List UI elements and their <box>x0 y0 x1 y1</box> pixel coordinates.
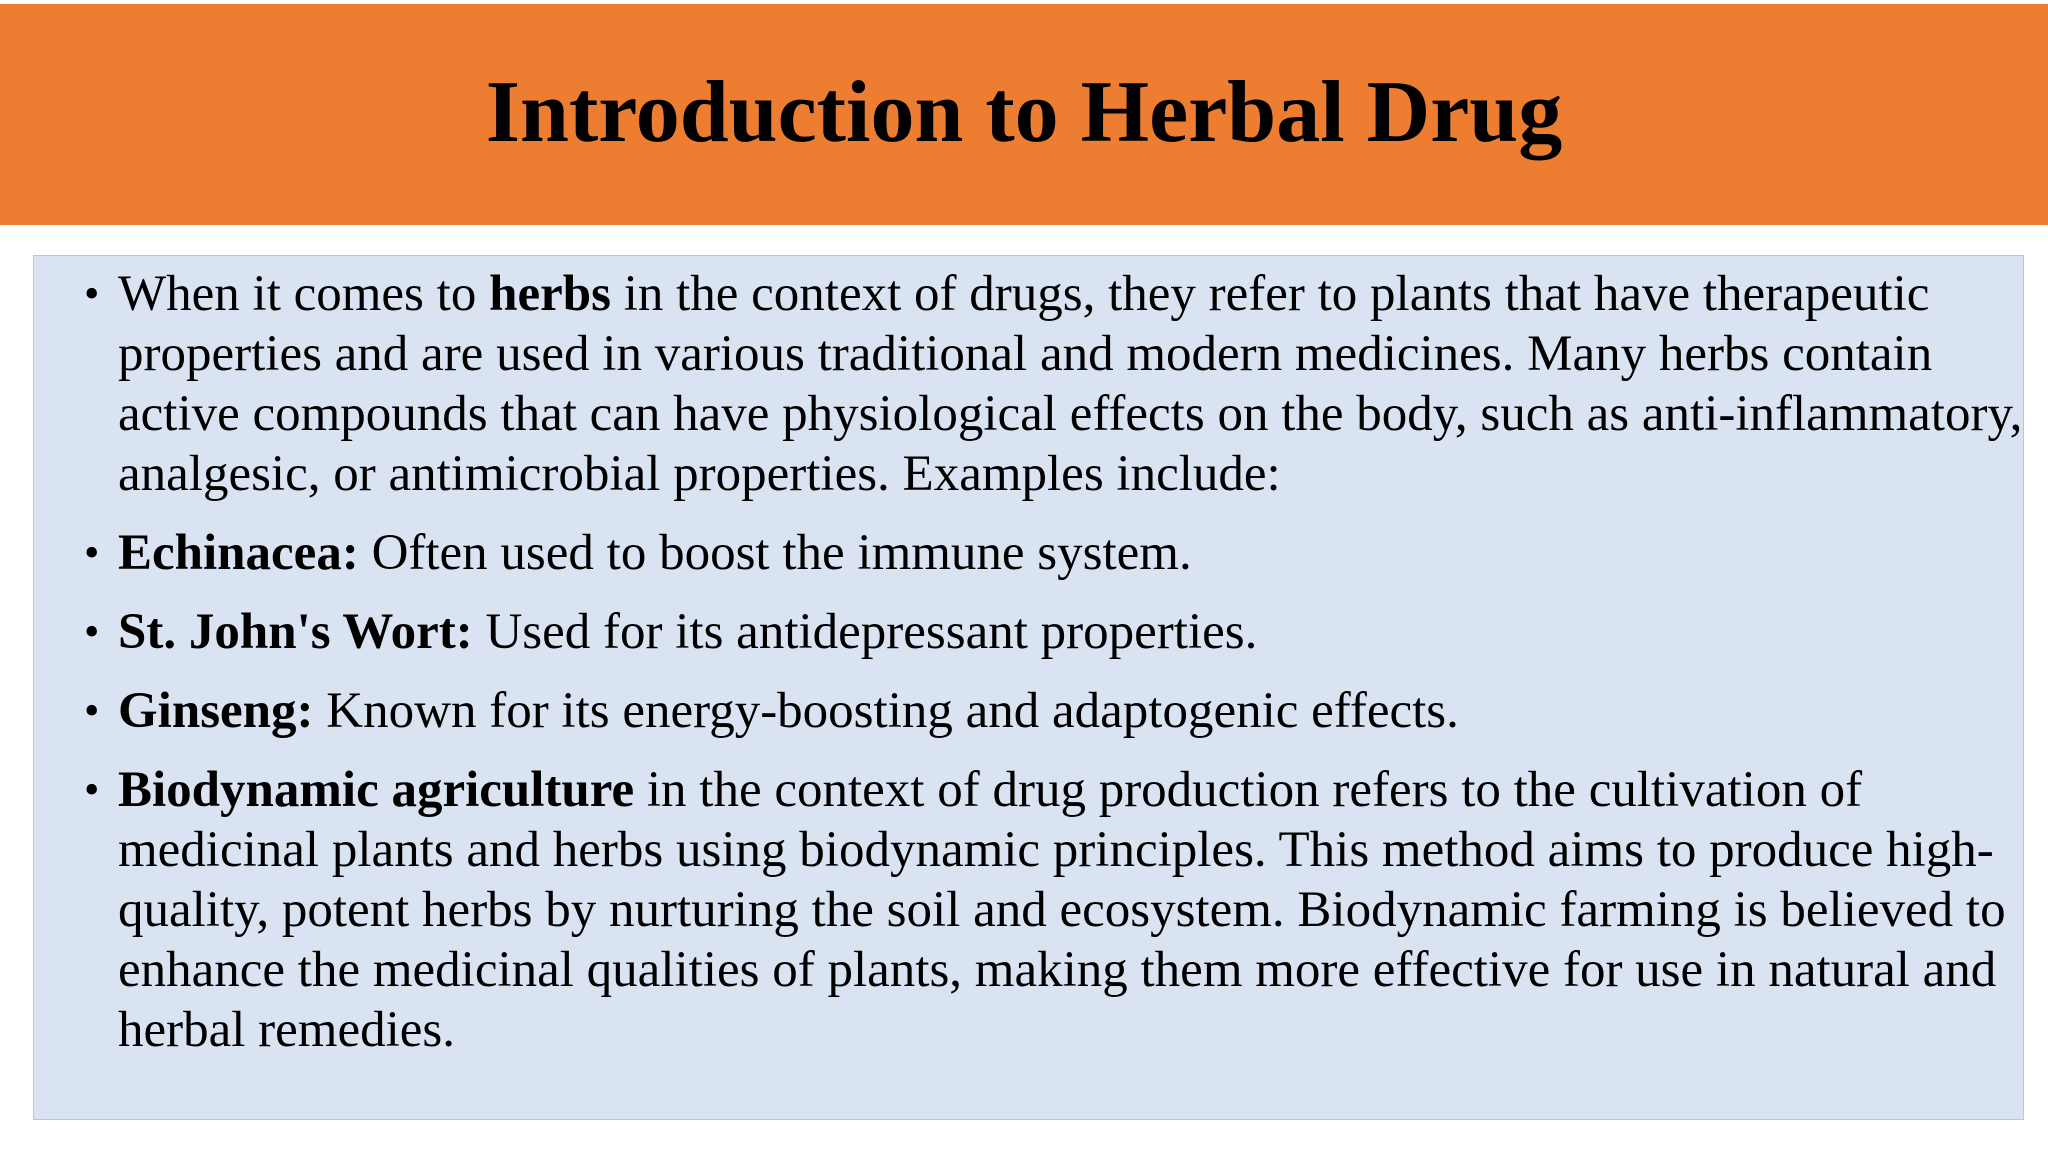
bullet-body-text: Used for its antidepressant properties. <box>472 604 1258 660</box>
bullet-bold-term: Ginseng: <box>118 683 314 739</box>
bullet-bold-term: St. John's Wort: <box>118 604 473 660</box>
slide-title: Introduction to Herbal Drug <box>485 63 1563 161</box>
bullet-icon: • <box>84 528 100 577</box>
bullet-ginseng <box>84 681 2039 741</box>
bullet-bold-term: Echinacea: <box>118 525 359 581</box>
bullet-list <box>84 264 2039 1079</box>
bullet-herbs <box>84 264 2039 504</box>
bullet-icon: • <box>84 686 100 735</box>
bullet-body-text: in the context of drug production refers to the cultivation of medicinal plants and herbs using biodynamic principles. This method aims to produce high-quality, potent herbs by nurturing the soil and ecosystem. Biodynamic farming is believed to enhance the medicinal qualities of plants, making them more effective for use in natural and herbal remedies. <box>118 762 2006 1058</box>
bullet-bold-term: herbs <box>489 266 611 322</box>
content-panel <box>33 255 2024 1120</box>
bullet-biodynamic-agriculture <box>84 760 2039 1060</box>
bullet-bold-term: Biodynamic agriculture <box>118 762 635 818</box>
bullet-body-text: Often used to boost the immune system. <box>358 525 1192 581</box>
bullet-icon: • <box>84 269 100 318</box>
bullet-lead-text: When it comes to <box>118 266 490 322</box>
bullet-st-johns-wort <box>84 602 2039 662</box>
title-banner <box>0 4 2048 225</box>
bullet-body-text: Known for its energy-boosting and adaptogenic effects. <box>313 683 1459 739</box>
bullet-icon: • <box>84 607 100 656</box>
bullet-icon: • <box>84 765 100 814</box>
bullet-body-text: in the context of drugs, they refer to plants that have therapeutic properties and are used in various traditional and modern medicines. Many herbs contain active compounds that can have physiological effects on the body, such as anti-inflammatory, analgesic, or antimicrobial properties. Examples include: <box>118 266 2023 502</box>
bullet-echinacea <box>84 523 2039 583</box>
